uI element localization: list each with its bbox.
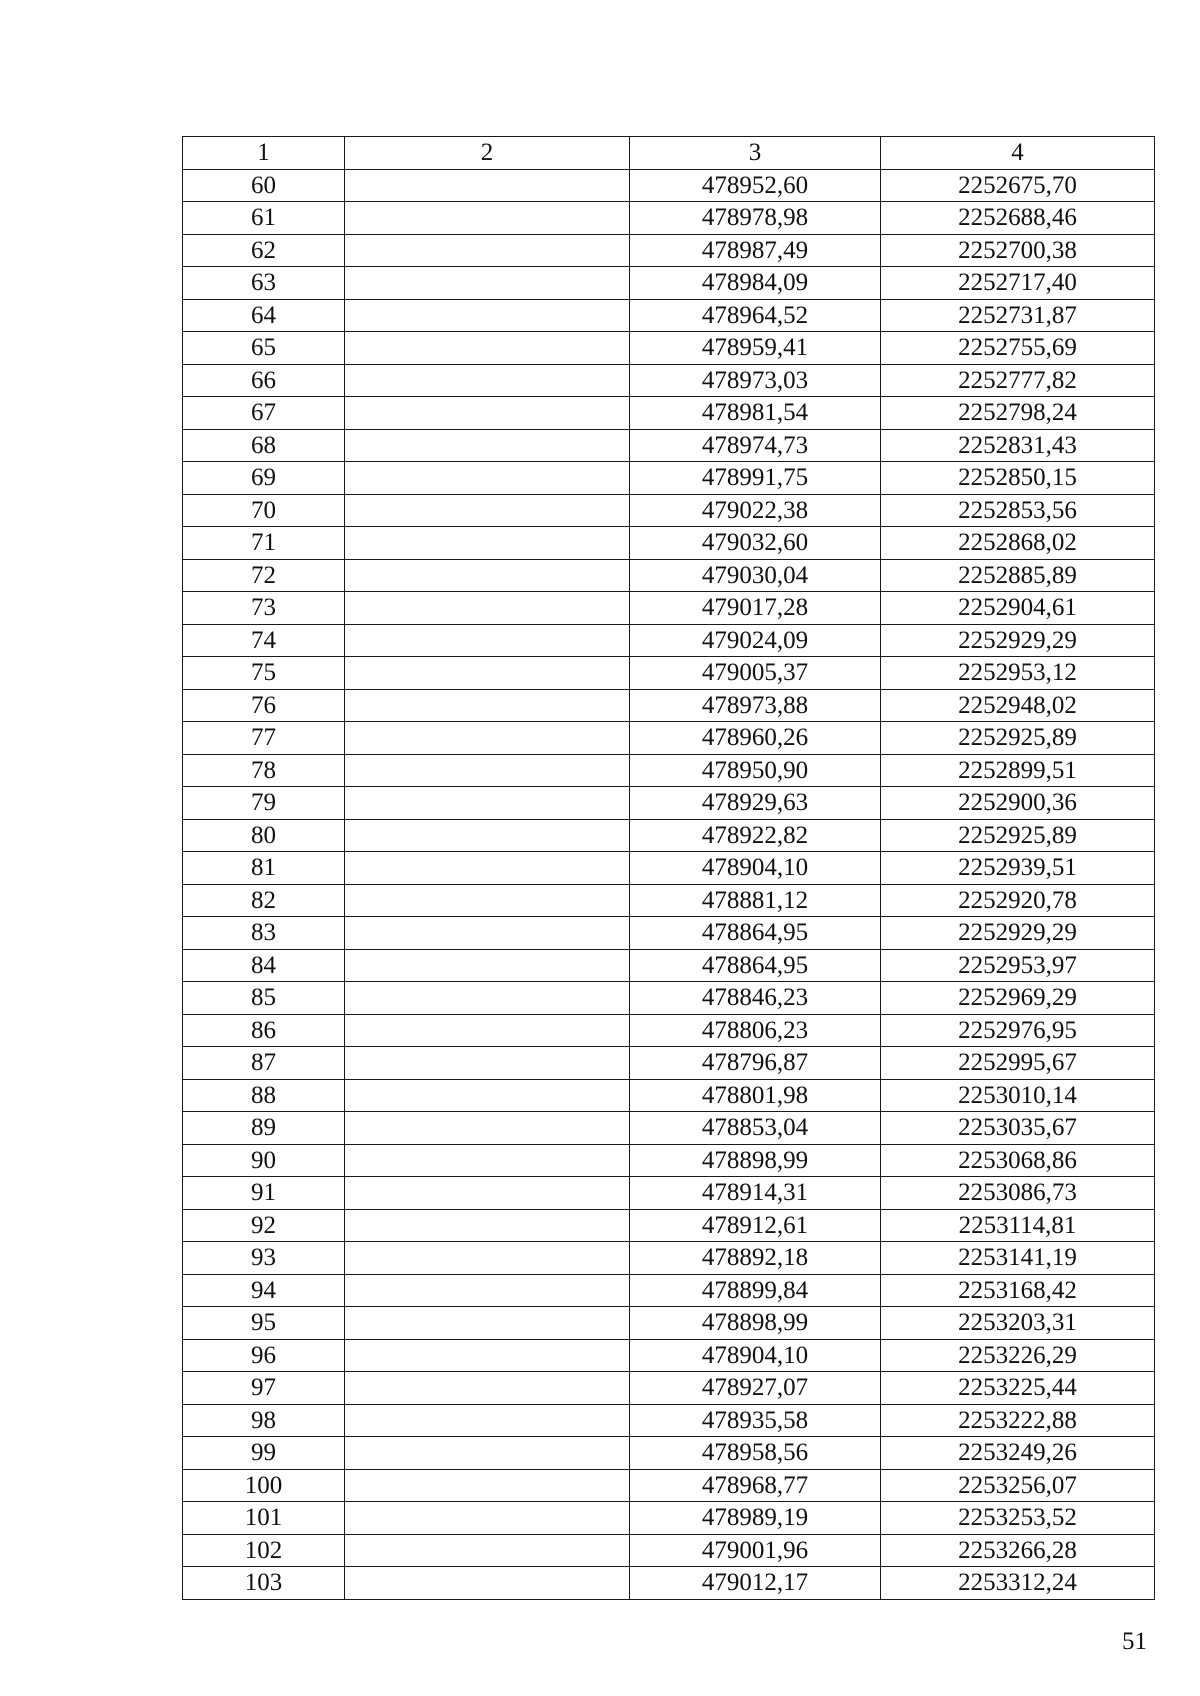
table-row: [183, 1274, 1155, 1307]
header-cell-3: 3: [630, 137, 881, 170]
y-coordinate-cell: 2252953,97: [881, 949, 1155, 982]
y-coordinate-cell: 2253226,29: [881, 1339, 1155, 1372]
x-coordinate-cell: 478806,23: [630, 1014, 881, 1047]
row-number-cell: 67: [183, 397, 345, 430]
row-number-cell: 63: [183, 267, 345, 300]
x-coordinate-cell: 478801,98: [630, 1079, 881, 1112]
x-coordinate-cell: 478864,95: [630, 917, 881, 950]
row-number-cell: 79: [183, 787, 345, 820]
y-coordinate-cell: 2253266,28: [881, 1534, 1155, 1567]
table-row: [183, 267, 1155, 300]
row-number-cell: 73: [183, 592, 345, 625]
row-number-cell: 65: [183, 332, 345, 365]
table-row: [183, 299, 1155, 332]
table-row: [183, 462, 1155, 495]
x-coordinate-cell: 479022,38: [630, 494, 881, 527]
table-row: [183, 1079, 1155, 1112]
x-coordinate-cell: 478973,88: [630, 689, 881, 722]
y-coordinate-cell: 2252929,29: [881, 624, 1155, 657]
y-coordinate-cell: 2253010,14: [881, 1079, 1155, 1112]
table-row: [183, 559, 1155, 592]
x-coordinate-cell: 478960,26: [630, 722, 881, 755]
description-cell: [345, 527, 630, 560]
y-coordinate-cell: 2253249,26: [881, 1437, 1155, 1470]
table-row: [183, 234, 1155, 267]
y-coordinate-cell: 2252925,89: [881, 722, 1155, 755]
description-cell: [345, 429, 630, 462]
y-coordinate-cell: 2252868,02: [881, 527, 1155, 560]
y-coordinate-cell: 2252717,40: [881, 267, 1155, 300]
x-coordinate-cell: 479024,09: [630, 624, 881, 657]
x-coordinate-cell: 478846,23: [630, 982, 881, 1015]
y-coordinate-cell: 2252675,70: [881, 169, 1155, 202]
description-cell: [345, 982, 630, 1015]
row-number-cell: 102: [183, 1534, 345, 1567]
row-number-cell: 87: [183, 1047, 345, 1080]
y-coordinate-cell: 2252995,67: [881, 1047, 1155, 1080]
y-coordinate-cell: 2252688,46: [881, 202, 1155, 235]
description-cell: [345, 299, 630, 332]
y-coordinate-cell: 2252777,82: [881, 364, 1155, 397]
row-number-cell: 88: [183, 1079, 345, 1112]
y-coordinate-cell: 2253141,19: [881, 1242, 1155, 1275]
y-coordinate-cell: 2253222,88: [881, 1404, 1155, 1437]
row-number-cell: 98: [183, 1404, 345, 1437]
description-cell: [345, 1112, 630, 1145]
y-coordinate-cell: 2253256,07: [881, 1469, 1155, 1502]
page-number: 51: [1122, 1628, 1147, 1655]
table-row: [183, 1047, 1155, 1080]
table-row: [183, 1372, 1155, 1405]
y-coordinate-cell: 2252976,95: [881, 1014, 1155, 1047]
description-cell: [345, 917, 630, 950]
y-coordinate-cell: 2252853,56: [881, 494, 1155, 527]
row-number-cell: 81: [183, 852, 345, 885]
description-cell: [345, 1567, 630, 1600]
table-row: [183, 494, 1155, 527]
table-header-row: [183, 137, 1155, 170]
table-row: [183, 787, 1155, 820]
row-number-cell: 78: [183, 754, 345, 787]
x-coordinate-cell: 478892,18: [630, 1242, 881, 1275]
row-number-cell: 80: [183, 819, 345, 852]
row-number-cell: 86: [183, 1014, 345, 1047]
x-coordinate-cell: 478989,19: [630, 1502, 881, 1535]
description-cell: [345, 202, 630, 235]
x-coordinate-cell: 478950,90: [630, 754, 881, 787]
table-row: [183, 1469, 1155, 1502]
table-row: [183, 1502, 1155, 1535]
row-number-cell: 60: [183, 169, 345, 202]
table-row: [183, 592, 1155, 625]
table-row: [183, 1209, 1155, 1242]
y-coordinate-cell: 2252731,87: [881, 299, 1155, 332]
description-cell: [345, 592, 630, 625]
row-number-cell: 101: [183, 1502, 345, 1535]
row-number-cell: 71: [183, 527, 345, 560]
table-row: [183, 949, 1155, 982]
x-coordinate-cell: 479017,28: [630, 592, 881, 625]
x-coordinate-cell: 478981,54: [630, 397, 881, 430]
x-coordinate-cell: 478899,84: [630, 1274, 881, 1307]
description-cell: [345, 1437, 630, 1470]
x-coordinate-cell: 479012,17: [630, 1567, 881, 1600]
table-row: [183, 364, 1155, 397]
coordinates-table: [182, 136, 1155, 1600]
table-row: [183, 1307, 1155, 1340]
row-number-cell: 82: [183, 884, 345, 917]
x-coordinate-cell: 478898,99: [630, 1307, 881, 1340]
table-row: [183, 1112, 1155, 1145]
y-coordinate-cell: 2252969,29: [881, 982, 1155, 1015]
y-coordinate-cell: 2252929,29: [881, 917, 1155, 950]
table-row: [183, 429, 1155, 462]
x-coordinate-cell: 478796,87: [630, 1047, 881, 1080]
header-cell-4: 4: [881, 137, 1155, 170]
description-cell: [345, 1372, 630, 1405]
description-cell: [345, 494, 630, 527]
description-cell: [345, 1047, 630, 1080]
row-number-cell: 89: [183, 1112, 345, 1145]
x-coordinate-cell: 478912,61: [630, 1209, 881, 1242]
description-cell: [345, 1274, 630, 1307]
description-cell: [345, 1339, 630, 1372]
row-number-cell: 66: [183, 364, 345, 397]
table-row: [183, 1177, 1155, 1210]
description-cell: [345, 722, 630, 755]
description-cell: [345, 1534, 630, 1567]
x-coordinate-cell: 478974,73: [630, 429, 881, 462]
table-row: [183, 819, 1155, 852]
table-row: [183, 332, 1155, 365]
row-number-cell: 77: [183, 722, 345, 755]
table-row: [183, 1534, 1155, 1567]
row-number-cell: 76: [183, 689, 345, 722]
row-number-cell: 84: [183, 949, 345, 982]
description-cell: [345, 884, 630, 917]
y-coordinate-cell: 2252700,38: [881, 234, 1155, 267]
description-cell: [345, 332, 630, 365]
y-coordinate-cell: 2252953,12: [881, 657, 1155, 690]
x-coordinate-cell: 478987,49: [630, 234, 881, 267]
x-coordinate-cell: 478959,41: [630, 332, 881, 365]
y-coordinate-cell: 2253035,67: [881, 1112, 1155, 1145]
row-number-cell: 64: [183, 299, 345, 332]
y-coordinate-cell: 2252948,02: [881, 689, 1155, 722]
row-number-cell: 69: [183, 462, 345, 495]
table-row: [183, 689, 1155, 722]
y-coordinate-cell: 2252885,89: [881, 559, 1155, 592]
description-cell: [345, 1469, 630, 1502]
description-cell: [345, 462, 630, 495]
description-cell: [345, 1014, 630, 1047]
description-cell: [345, 559, 630, 592]
description-cell: [345, 1079, 630, 1112]
y-coordinate-cell: 2253114,81: [881, 1209, 1155, 1242]
row-number-cell: 74: [183, 624, 345, 657]
row-number-cell: 96: [183, 1339, 345, 1372]
table-row: [183, 1404, 1155, 1437]
x-coordinate-cell: 478991,75: [630, 462, 881, 495]
x-coordinate-cell: 479001,96: [630, 1534, 881, 1567]
y-coordinate-cell: 2252925,89: [881, 819, 1155, 852]
table-body: [183, 137, 1155, 1600]
y-coordinate-cell: 2253168,42: [881, 1274, 1155, 1307]
row-number-cell: 95: [183, 1307, 345, 1340]
description-cell: [345, 234, 630, 267]
table-row: [183, 1144, 1155, 1177]
row-number-cell: 100: [183, 1469, 345, 1502]
y-coordinate-cell: 2252831,43: [881, 429, 1155, 462]
x-coordinate-cell: 479032,60: [630, 527, 881, 560]
x-coordinate-cell: 478929,63: [630, 787, 881, 820]
x-coordinate-cell: 478898,99: [630, 1144, 881, 1177]
table-row: [183, 722, 1155, 755]
y-coordinate-cell: 2252939,51: [881, 852, 1155, 885]
x-coordinate-cell: 478904,10: [630, 852, 881, 885]
row-number-cell: 68: [183, 429, 345, 462]
table-row: [183, 169, 1155, 202]
table-row: [183, 1339, 1155, 1372]
table-row: [183, 1437, 1155, 1470]
description-cell: [345, 1144, 630, 1177]
table-row: [183, 754, 1155, 787]
row-number-cell: 97: [183, 1372, 345, 1405]
x-coordinate-cell: 478853,04: [630, 1112, 881, 1145]
description-cell: [345, 267, 630, 300]
table-row: [183, 202, 1155, 235]
description-cell: [345, 949, 630, 982]
table-row: [183, 397, 1155, 430]
description-cell: [345, 1209, 630, 1242]
x-coordinate-cell: 479030,04: [630, 559, 881, 592]
row-number-cell: 62: [183, 234, 345, 267]
row-number-cell: 83: [183, 917, 345, 950]
description-cell: [345, 657, 630, 690]
y-coordinate-cell: 2253203,31: [881, 1307, 1155, 1340]
table-row: [183, 982, 1155, 1015]
row-number-cell: 93: [183, 1242, 345, 1275]
table-row: [183, 1567, 1155, 1600]
header-cell-1: 1: [183, 137, 345, 170]
x-coordinate-cell: 478964,52: [630, 299, 881, 332]
row-number-cell: 75: [183, 657, 345, 690]
x-coordinate-cell: 478935,58: [630, 1404, 881, 1437]
y-coordinate-cell: 2253225,44: [881, 1372, 1155, 1405]
y-coordinate-cell: 2253068,86: [881, 1144, 1155, 1177]
description-cell: [345, 689, 630, 722]
description-cell: [345, 1307, 630, 1340]
y-coordinate-cell: 2253086,73: [881, 1177, 1155, 1210]
description-cell: [345, 624, 630, 657]
row-number-cell: 91: [183, 1177, 345, 1210]
row-number-cell: 103: [183, 1567, 345, 1600]
x-coordinate-cell: 478927,07: [630, 1372, 881, 1405]
x-coordinate-cell: 478973,03: [630, 364, 881, 397]
y-coordinate-cell: 2252798,24: [881, 397, 1155, 430]
description-cell: [345, 1242, 630, 1275]
description-cell: [345, 819, 630, 852]
row-number-cell: 85: [183, 982, 345, 1015]
table-row: [183, 527, 1155, 560]
row-number-cell: 92: [183, 1209, 345, 1242]
description-cell: [345, 169, 630, 202]
x-coordinate-cell: 478914,31: [630, 1177, 881, 1210]
table-row: [183, 852, 1155, 885]
y-coordinate-cell: 2252755,69: [881, 332, 1155, 365]
y-coordinate-cell: 2252920,78: [881, 884, 1155, 917]
y-coordinate-cell: 2252850,15: [881, 462, 1155, 495]
description-cell: [345, 1404, 630, 1437]
x-coordinate-cell: 478984,09: [630, 267, 881, 300]
row-number-cell: 94: [183, 1274, 345, 1307]
x-coordinate-cell: 479005,37: [630, 657, 881, 690]
x-coordinate-cell: 478968,77: [630, 1469, 881, 1502]
y-coordinate-cell: 2252900,36: [881, 787, 1155, 820]
row-number-cell: 70: [183, 494, 345, 527]
y-coordinate-cell: 2253312,24: [881, 1567, 1155, 1600]
description-cell: [345, 397, 630, 430]
table-row: [183, 1242, 1155, 1275]
x-coordinate-cell: 478881,12: [630, 884, 881, 917]
description-cell: [345, 1502, 630, 1535]
row-number-cell: 99: [183, 1437, 345, 1470]
description-cell: [345, 364, 630, 397]
row-number-cell: 72: [183, 559, 345, 592]
y-coordinate-cell: 2253253,52: [881, 1502, 1155, 1535]
header-cell-2: 2: [345, 137, 630, 170]
x-coordinate-cell: 478978,98: [630, 202, 881, 235]
table-row: [183, 657, 1155, 690]
x-coordinate-cell: 478958,56: [630, 1437, 881, 1470]
description-cell: [345, 787, 630, 820]
table-row: [183, 624, 1155, 657]
table-row: [183, 1014, 1155, 1047]
description-cell: [345, 1177, 630, 1210]
table-row: [183, 884, 1155, 917]
row-number-cell: 61: [183, 202, 345, 235]
x-coordinate-cell: 478952,60: [630, 169, 881, 202]
y-coordinate-cell: 2252899,51: [881, 754, 1155, 787]
description-cell: [345, 852, 630, 885]
y-coordinate-cell: 2252904,61: [881, 592, 1155, 625]
x-coordinate-cell: 478864,95: [630, 949, 881, 982]
table-row: [183, 917, 1155, 950]
x-coordinate-cell: 478904,10: [630, 1339, 881, 1372]
x-coordinate-cell: 478922,82: [630, 819, 881, 852]
row-number-cell: 90: [183, 1144, 345, 1177]
description-cell: [345, 754, 630, 787]
